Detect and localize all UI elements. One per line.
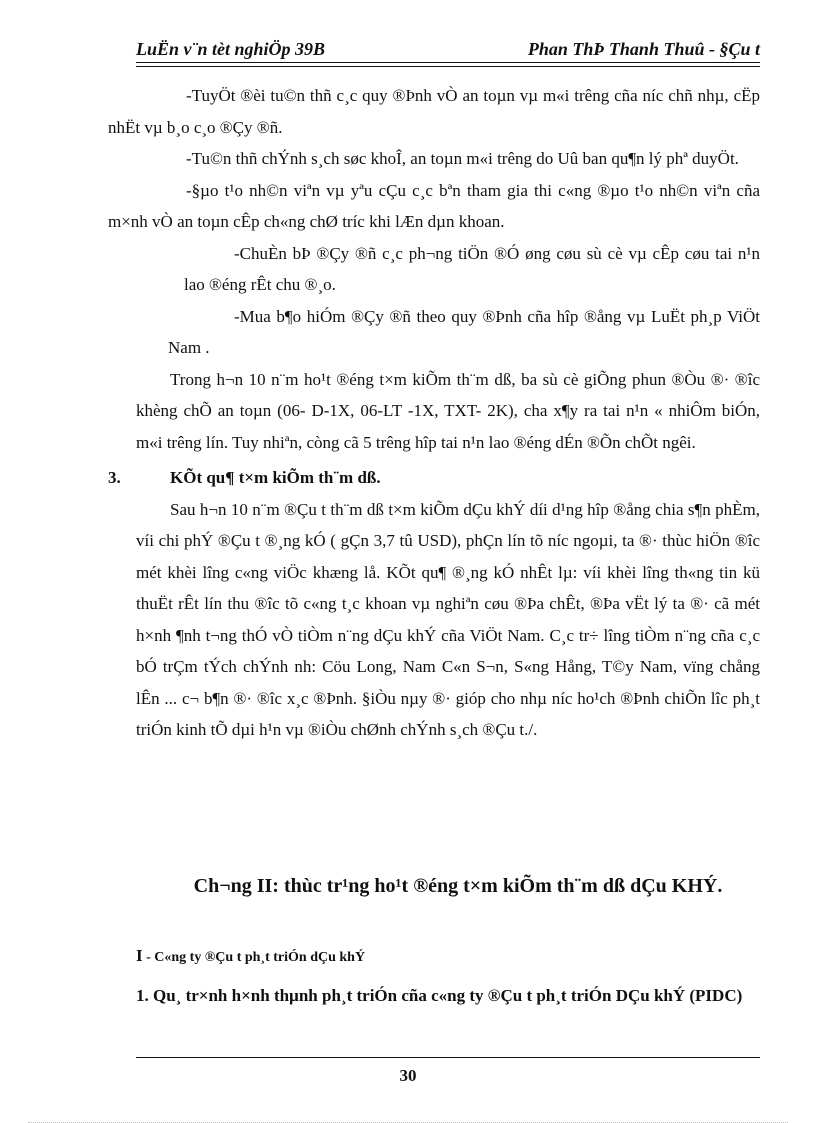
section-title: KÕt qu¶ t×m kiÕm th¨m dß.: [170, 468, 381, 487]
header-author: Phan ThÞ Thanh Thuû - §Çu t: [527, 39, 760, 59]
page-number: 30: [399, 1066, 417, 1085]
paragraph-2: -Tu©n thñ chÝnh s¸ch søc khoÎ, an toµn m«i trêng do Uû ban qu¶n lý phª duyÖt.: [186, 149, 739, 168]
header-rule-thin: [136, 66, 760, 67]
document-body: [108, 80, 760, 746]
section-body: Sau h¬n 10 n¨m ®Çu t th¨m dß t×m kiÕm dÇu khÝ díi d¹ng hîp ®ång chia s¶n phÈm, víi chi phÝ ®Çu t ®¸ng kÓ ( gÇn 3,7 tû USD), phÇn lín tõ níc ngoµi, ta ®· thùc hiÖn ®îc mét khèi lîng c«ng viÖc khæng lå. KÕt qu¶ ®¸ng kÓ nhÊt lµ: víi khèi lîng th«ng tin kü thuËt rÊt lín thu ®îc tõ c«ng t¸c khoan vµ nghiªn cøu ®Þa chÊt, ®Þa vËt lý ta ®· cã mét h×nh ¶nh t¬ng thÓ vÒ tiÒm n¨ng dÇu khÝ cña ViÖt Nam. C¸c tr÷ lîng tiÒm n¨ng cña c¸c bÓ trÇm tÝch chÝnh nh: Cöu Long, Nam C«n S¬n, S«ng Hång, T©y Nam, vïng chång lÊn ... c¬ b¶n ®· ®îc x¸c ®Þnh. §iÒu nµy ®· gióp cho nhµ níc ho¹ch ®Þnh chiÕn lîc ph¸t triÓn kinh tÕ dµi h¹n vµ ®iÒu chØnh chÝnh s¸ch ®Çu t./.: [136, 499, 760, 739]
paragraph-3: -§µo t¹o nh©n viªn vµ yªu cÇu c¸c bªn tham gia thi c«ng ®µo t¹o nh©n viªn cña m×nh vÒ an toµn cÊp ch«ng chØ tríc khi lÆn dµn khoan.: [108, 180, 760, 231]
section-heading: [108, 462, 760, 494]
paragraph-4: -ChuÈn bÞ ®Çy ®ñ c¸c ph¬ng tiÖn ®Ó øng cøu sù cè vµ cÊp cøu tai n¹n lao ®éng rÊt chu ®¸o.: [184, 243, 760, 294]
header-left-title: LuËn v¨n tèt nghiÖp 39B: [136, 39, 326, 59]
paragraph-6: Trong h¬n 10 n¨m ho¹t ®éng t×m kiÕm th¨m dß, ba sù cè giÕng phun ®Òu ®· ®îc khèng chÕ an toµn (06- D-1X, 06-LT -1X, TXT- 2K), cha x¶y ra tai n¹n « nhiÔm biÓn, m«i trêng lín. Tuy nhiªn, còng cã 5 trêng hîp tai n¹n lao ®éng dÉn ®Õn chÕt ngêi.: [136, 369, 760, 452]
section-number: 3.: [108, 468, 121, 487]
subsection-title: 1. Qu¸ tr×nh h×nh thµnh ph¸t triÓn cña c«ng ty ®Çu t ph¸t triÓn DÇu khÝ (PIDC): [136, 986, 743, 1005]
header-rule: [136, 62, 760, 63]
part-heading: [136, 946, 365, 966]
footer-rule: [136, 1057, 760, 1058]
paragraph-5: -Mua b¶o hiÓm ®Çy ®ñ theo quy ®Þnh cña hîp ®ång vµ LuËt ph¸p ViÖt Nam .: [168, 306, 760, 357]
part-numeral: I: [136, 946, 143, 965]
paragraph-1: -TuyÖt ®èi tu©n thñ c¸c quy ®Þnh vÒ an toµn vµ m«i trêng cña níc chñ nhµ, cËp nhËt vµ b¸o c¸o ®Çy ®ñ.: [108, 86, 760, 137]
chapter-title: Ch¬ng II: thùc tr¹ng ho¹t ®éng t×m kiÕm th¨m dß dÇu KHÝ.: [193, 875, 723, 897]
part-title: - C«ng ty ®Çu t ph¸t triÓn dÇu khÝ: [146, 950, 366, 965]
